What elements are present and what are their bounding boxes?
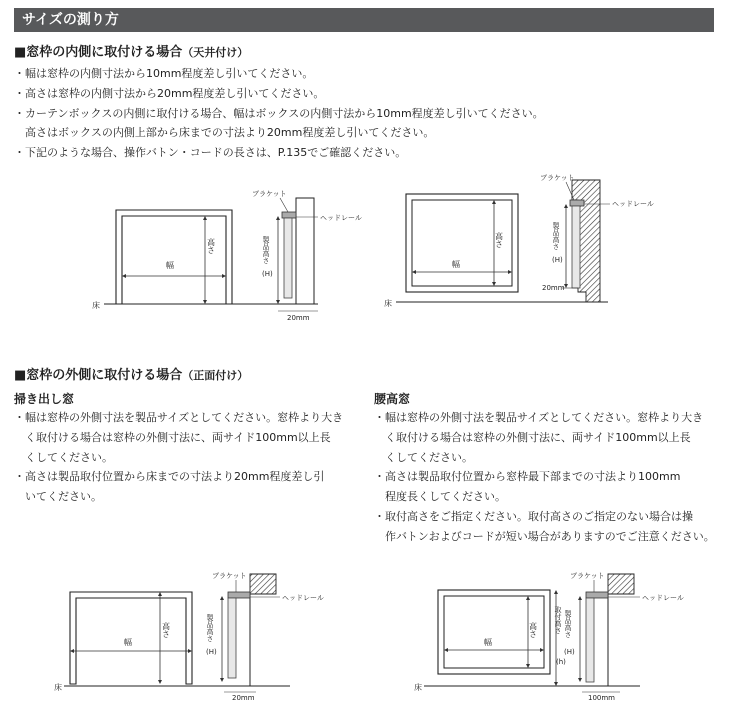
bracket-shape	[282, 212, 296, 218]
product-height-label: 製品高さ	[552, 222, 560, 250]
product-height-label: 製品高さ	[564, 610, 572, 638]
instruction-line: くしてください。	[25, 450, 113, 464]
width-label: 幅	[484, 638, 492, 647]
gap-20mm-label: 20mm	[287, 314, 310, 322]
diagram-inside-curtain-box	[360, 170, 732, 320]
instruction-line: 高さはボックスの内側上部から床までの寸法より20mm程度差し引いてください。	[25, 126, 435, 140]
gap-100mm-label: 100mm	[588, 694, 615, 702]
blind-product	[572, 206, 580, 288]
height-label: 高さ	[528, 622, 538, 638]
product-height-label: 製品高さ	[206, 614, 214, 642]
page-header	[14, 8, 714, 32]
product-height-symbol: (H)	[564, 648, 575, 656]
inside-mount-title: ■窓枠の内側に取付ける場合（天井付け）	[14, 45, 249, 60]
waist-window-subtitle: 腰高窓	[374, 392, 411, 406]
wall-block	[250, 574, 276, 594]
diagram-outside-waist-window	[360, 560, 732, 710]
instruction-line: ・幅は窓枠の外側寸法を製品サイズとしてください。窓枠より大き	[374, 411, 704, 424]
instruction-line: ・高さは窓枠の内側寸法から20mm程度差し引いてください。	[14, 86, 325, 100]
instruction-line: 作バトンおよびコードが短い場合がありますのでご注意ください。	[385, 529, 715, 543]
floor-window-subtitle: 掃き出し窓	[14, 392, 75, 406]
product-height-symbol: (H)	[552, 256, 563, 264]
bracket-shape	[586, 592, 608, 598]
height-label: 高さ	[206, 238, 216, 254]
instruction-line: ・下記のような場合、操作バトン・コードの長さは、P.135でご確認ください。	[14, 146, 407, 160]
window-frame	[116, 210, 232, 304]
head-rail-label: ヘッドレール	[612, 200, 654, 208]
width-label: 幅	[452, 260, 460, 269]
instruction-line: くしてください。	[385, 450, 473, 464]
floor-label: 床	[54, 683, 62, 692]
instruction-line: いてください。	[25, 490, 102, 504]
ceiling-block	[296, 198, 314, 304]
gap-20mm-label: 20mm	[232, 694, 255, 702]
instruction-line: く取付ける場合は窓枠の外側寸法に、両サイド100mm以上長	[25, 430, 331, 444]
instruction-line: ・取付高さをご指定ください。取付高さのご指定のない場合は操	[374, 509, 693, 523]
blind-product	[228, 598, 236, 678]
bracket-shape	[570, 200, 584, 206]
floor-label: 床	[92, 301, 100, 310]
head-rail-label: ヘッドレール	[642, 594, 684, 602]
product-height-label: 製品高さ	[262, 236, 270, 264]
diagram-inside-floor-window	[0, 170, 360, 330]
instruction-line: ・カーテンボックスの内側に取付ける場合、幅はボックスの内側寸法から10mm程度差し引いてください。	[14, 106, 544, 120]
bracket-label: ブラケット	[252, 190, 287, 198]
mount-height-symbol: (h)	[556, 658, 566, 666]
header-title: サイズの測り方	[22, 12, 119, 28]
instruction-line: く取付ける場合は窓枠の外側寸法に、両サイド100mm以上長	[385, 430, 691, 444]
bracket-label: ブラケット	[570, 572, 605, 580]
diagram-outside-floor-window	[0, 560, 360, 710]
blind-product	[586, 598, 594, 682]
instruction-line: ・幅は窓枠の外側寸法を製品サイズとしてください。窓枠より大き	[14, 411, 344, 424]
mount-height-label: 取付高さ	[554, 606, 562, 634]
bracket-leader	[280, 198, 288, 212]
bracket-shape	[228, 592, 250, 598]
bracket-label: ブラケット	[540, 174, 575, 182]
instruction-line: ・高さは製品取付位置から窓枠最下部までの寸法より100mm	[374, 470, 681, 484]
instruction-line: ・高さは製品取付位置から床までの寸法より20mm程度差し引	[14, 470, 325, 484]
waist-window-instructions	[374, 408, 715, 547]
width-label: 幅	[166, 261, 174, 270]
instruction-line: ・幅は窓枠の内側寸法から10mm程度差し引いてください。	[14, 67, 314, 80]
floor-label: 床	[414, 683, 422, 692]
blind-product	[284, 218, 292, 298]
head-rail-label: ヘッドレール	[282, 594, 324, 602]
inside-mount-instructions	[14, 64, 544, 163]
height-label: 高さ	[161, 622, 171, 638]
floor-label: 床	[384, 299, 392, 308]
product-height-symbol: (H)	[206, 648, 217, 656]
product-height-symbol: (H)	[262, 270, 273, 278]
height-label: 高さ	[494, 232, 504, 248]
bracket-label: ブラケット	[212, 572, 247, 580]
width-label: 幅	[124, 638, 132, 647]
gap-20mm-label: 20mm	[542, 284, 565, 292]
wall-block	[608, 574, 634, 594]
floor-window-instructions	[14, 408, 343, 507]
head-rail-label: ヘッドレール	[320, 214, 362, 222]
outside-mount-title: ■窓枠の外側に取付ける場合（正面付け）	[14, 368, 249, 383]
instruction-line: 程度長くしてください。	[385, 490, 506, 504]
